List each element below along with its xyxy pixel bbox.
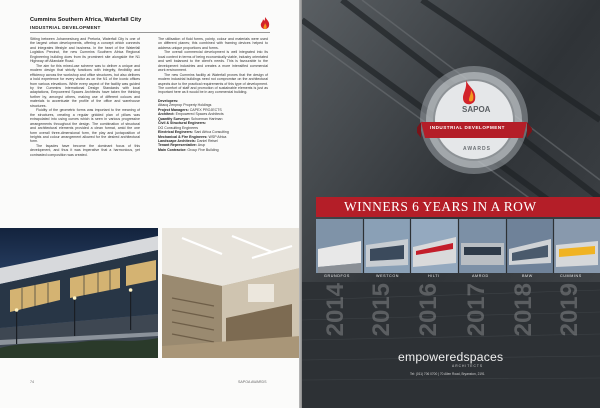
article-title: Cummins Southern Africa, Waterfall City [30,17,142,23]
award-year: 2017 [463,283,490,337]
page-gutter [299,0,302,408]
credit-label: Architect: [158,112,175,117]
article-paragraph: The façades have become the dominant focus of this development, and thus it was imperative that a harmonious, yet contrasted composition was created. [30,143,140,157]
building-exterior-photo [0,228,158,358]
credit-value: Arup [197,143,206,148]
article-paragraph: The utilisation of fluid forms, pointy, colour and materials were used on different planes; this combined with framing devices helped to address unique proportions and forms. [158,37,268,50]
article-paragraph: The new Cummins facility at Waterfall proves that the design of modern industrial buildings need not compromise on the architectural aspects due to the practical requirements of this type of development. The comfort of staff and promotion of sustainable elements is just as important here as it would be in any commercial building. [158,72,268,95]
credit-value: Schoeman Hartman [190,116,223,121]
article-paragraph: The aim for this mixed-use scheme was to deliver a unique and modern design that strictly functions with integrity, flexibility and efficiency across the workshop and office structures, but also delivers a bold experience for every visitor as on the N1 of the iconic offices from various elevations. While every aspect of the facility was guided by the Cummins International Design Standards with local adaptations, Empowered Spaces Architects have taken the thinking further by, amongst others, making use of different colours and materials to accentuate the profile of the office and warehouse structures. [30,63,140,108]
building-interior-photo [162,228,300,358]
credit-value: Group Five Building [187,147,219,152]
badge-awards-text: AWARDS [463,146,491,152]
brand-label: CUMMINS [560,274,582,278]
credit-value: DG Consulting Engineers [158,125,199,130]
article-column-1 [30,37,140,157]
credit-value: Attacq Zenprop Property Holdings [158,103,212,108]
badge-title: SAPOA [462,105,491,114]
credit-label: Quantity Surveyor: [158,116,190,121]
award-year: 2016 [415,283,442,337]
article-paragraph: Sitting between Johannesburg and Pretoria, Waterfall City is one of the largest urban developments, offering a concept which connects and integrates lifestyle and business. In the heart of the Waterfall Logistics Precinct, the new Cummins Southern Africa Regional Engineering building does from its prominent site alongside the N1 Highway off Allandale Road. [30,37,140,64]
credit-value: Daniel Reisel [196,138,218,143]
credit-value: Sani Africa Consulting [194,130,229,135]
credit-value: WSP Africa [208,134,227,139]
brand-label: GRUNDFOS [324,274,350,278]
company-logo-text: empoweredspaces [398,350,504,364]
running-footer: SAPOA AWARDS [238,380,267,384]
project-photo-strip [316,219,600,273]
winners-banner: WINNERS 6 YEARS IN A ROW [316,197,600,217]
award-year: 2015 [368,283,395,337]
credit-label: Developers: [158,98,179,103]
credit-value: Empowered Spaces Architects [175,112,224,117]
credit-label: Landscape Architects: [158,138,196,143]
badge-ribbon-text: INDUSTRIAL DEVELOPMENT [430,125,505,130]
company-contact: Tel: (011) 706 0700 | 70 Allen Road, Bryanston, 2191 [410,372,485,376]
award-year: 2019 [556,283,583,337]
brand-labels-row [316,274,600,282]
flame-logo-icon [258,16,272,32]
project-credits [158,99,268,152]
page-number: 74 [30,380,34,384]
article-paragraph: The overall commercial development is well integrated into its local context in terms of being economically viable, industry orientated and well balanced to the client's needs. This is favourable to the development industries and creates a more intensified commercial work environment. [158,50,268,73]
brand-label: HILTI [428,274,440,278]
award-year: 2018 [510,283,537,337]
credit-label: Tenant Representative: [158,143,197,148]
article-category: INDUSTRIAL DEVELOPMENT [30,25,101,30]
article-column-2 [158,37,268,152]
credit-label: Mechanical & Fire Engineers: [158,134,208,139]
article-paragraph: Fluidity of the geometric forms was important to the meaning of the structures, creating a regular gridded plan of pillars was extrapolated into using curves which is seen in various progressive arrangements throughout the design. The combination of structural and architectural elements provided a clean format, amid the one form overall three-dimensional form, the play and juxtaposition of heights and colour arrangement allowed for the desired architectural form. [30,108,140,144]
award-year: 2014 [322,283,349,337]
credit-line [158,148,268,152]
advertisement-page [302,0,600,408]
brand-label: BMW [522,274,533,278]
title-divider [30,32,270,33]
brand-label: WESTCON [376,274,400,278]
credit-label: Civil & Structural Engineers: [158,121,207,126]
company-logo-subtitle: ARCHITECTS [452,364,484,368]
credit-label: Project Managers: [158,107,189,112]
credit-value: CAPEX PROJECTS [189,107,222,112]
credit-label: Electrical Engineers: [158,130,194,135]
brand-label: AMROD [472,274,489,278]
credit-label: Main Contractor: [158,147,187,152]
